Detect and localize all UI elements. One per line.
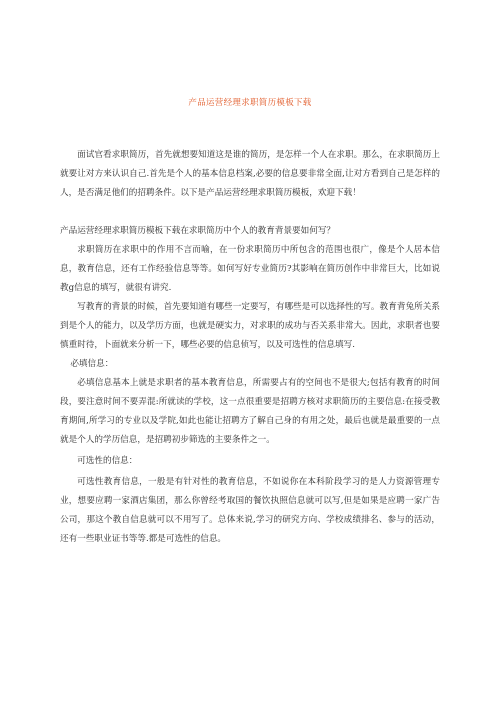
subheading-optional: 可选性的信息： (77, 456, 138, 466)
body-paragraph: 可选性教育信息，一般是有针对性的教育信息，不如说你在本科阶段学习的是人力资源管理专业，想要应聘一家酒店集团，那么你曾经考取国的餐饮执照信息就可以写,但是如果是应聘一家广告公司，那这个教自信息就可以不用写了。总体来说,学习的研究方向、学校成绩排名、参与的活动，还有一些职业证书等等.都是可选性的信息。 (60, 477, 440, 544)
section-heading: 产品运营经理求职简历模板下载在求职简历中个人的教育背景要如何写？ (60, 226, 336, 236)
subheading-required: 必填信息： (70, 359, 114, 369)
intro-paragraph: 面试官看求职简历，首先就想要知道这是谁的简历，是怎样一个人在求职。那么，在求职简历上就要让对方来认识自己.首先是个人的基本信息档案,必要的信息要非常全面,让对方看到自己是怎样的人，是否满足他们的招聘条件。以下是产品运营经理求职简历模板，欢迎下载！ (60, 150, 440, 198)
body-paragraph: 求职简历在求职中的作用不言而喻，在一份求职简历中所包含的范围也很广，像是个人居本信息，教育信息，还有工作经验信息等等。如何写好专业简历?其影响在简历创作中非常巨大，比如说教g信息的填写，就很有讲究. (60, 245, 440, 293)
document-body (60, 146, 440, 549)
document-title: 产品运营经理求职简历模板下载 (188, 98, 312, 108)
body-paragraph: 必填信息基本上就是求职者的基本教育信息，所需要占有的空间也不是很大;包括有教育的时间段，要注意时间不要弄混:所就读的学校，这一点很重要是招聘方核对求职简历的主要信息:在接受教育期间,所学习的专业以及学院,如此也能让招聘方了解自己身的有用之处，最后也就是最重要的一点就是个人的学历信息，是招聘初步筛选的主要条件之一。 (60, 378, 440, 445)
body-paragraph: 写教育的背景的时候，首先要知道有哪些一定要写，有哪些是可以选择性的写。教育背兔所关系到是个人的能力，以及学历方面，也就是硬实力，对求职的成功与否关系非常大。因此，求职者也要慎重时待，卜面就来分析一下，哪些必要的信息侦写，以及可选性的信息填写. (60, 302, 440, 350)
